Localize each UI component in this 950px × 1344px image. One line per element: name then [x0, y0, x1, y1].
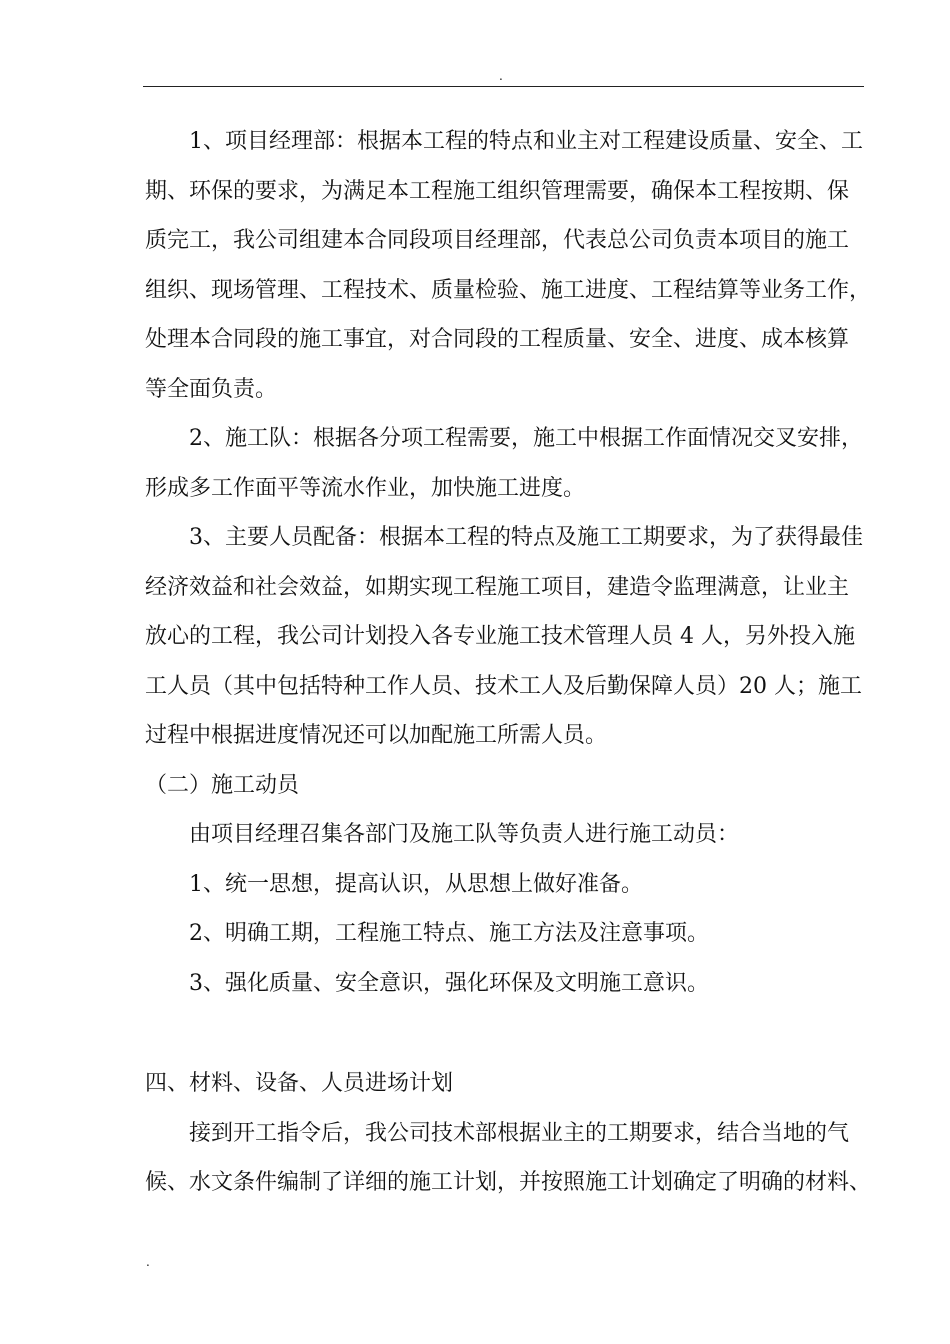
text-line: 质完工，我公司组建本合同段项目经理部，代表总公司负责本项目的施工 — [145, 228, 850, 253]
text-line: 期、环保的要求，为满足本工程施工组织管理需要，确保本工程按期、保 — [145, 178, 850, 204]
section-heading-mobilization: （二）施工动员 — [145, 772, 300, 798]
paragraph-construction-team — [145, 414, 865, 513]
list-item: 3、强化质量、安全意识，强化环保及文明施工意识。 — [189, 970, 709, 996]
list-item: 1、统一思想，提高认识，从思想上做好准备。 — [189, 871, 643, 897]
text-line: 经济效益和社会效益，如期实现工程施工项目，建造令监理满意，让业主 — [145, 574, 850, 600]
text-line: 接到开工指令后，我公司技术部根据业主的工期要求，结合当地的气 — [189, 1120, 850, 1146]
text-line: 等全面负责。 — [145, 376, 278, 402]
section-gap — [145, 1008, 865, 1059]
paragraph-project-dept — [145, 117, 872, 414]
paragraph-staffing — [145, 513, 865, 761]
text-line: 3、主要人员配备：根据本工程的特点及施工工期要求，为了获得最佳 — [189, 525, 863, 550]
footer-mark: . — [146, 1255, 150, 1269]
header-mark: . — [499, 69, 503, 83]
text-line: 放心的工程，我公司计划投入各专业施工技术管理人员 4 人，另外投入施 — [145, 624, 855, 649]
text-line: 组织、现场管理、工程技术、质量检验、施工进度、工程结算等业务工作， — [145, 277, 872, 303]
header-rule — [143, 86, 864, 87]
mobilization-intro: 由项目经理召集各部门及施工队等负责人进行施工动员： — [189, 822, 740, 847]
text-line: 处理本合同段的施工事宜，对合同段的工程质量、安全、进度、成本核算 — [145, 327, 850, 352]
text-line: 2、施工队：根据各分项工程需要，施工中根据工作面情况交叉安排， — [189, 426, 863, 451]
text-line: 工人员（其中包括特种工作人员、技术工人及后勤保障人员）20 人；施工 — [145, 673, 862, 699]
text-line: 1、项目经理部：根据本工程的特点和业主对工程建设质量、安全、工 — [189, 129, 863, 154]
document-body — [145, 117, 872, 1208]
text-line: 候、水文条件编制了详细的施工计划，并按照施工计划确定了明确的材料、 — [145, 1170, 872, 1195]
section-heading-entry-plan: 四、材料、设备、人员进场计划 — [145, 1071, 454, 1096]
list-item: 2、明确工期，工程施工特点、施工方法及注意事项。 — [189, 921, 709, 946]
text-line: 形成多工作面平等流水作业，加快施工进度。 — [145, 475, 586, 501]
text-line: 过程中根据进度情况还可以加配施工所需人员。 — [145, 723, 608, 748]
